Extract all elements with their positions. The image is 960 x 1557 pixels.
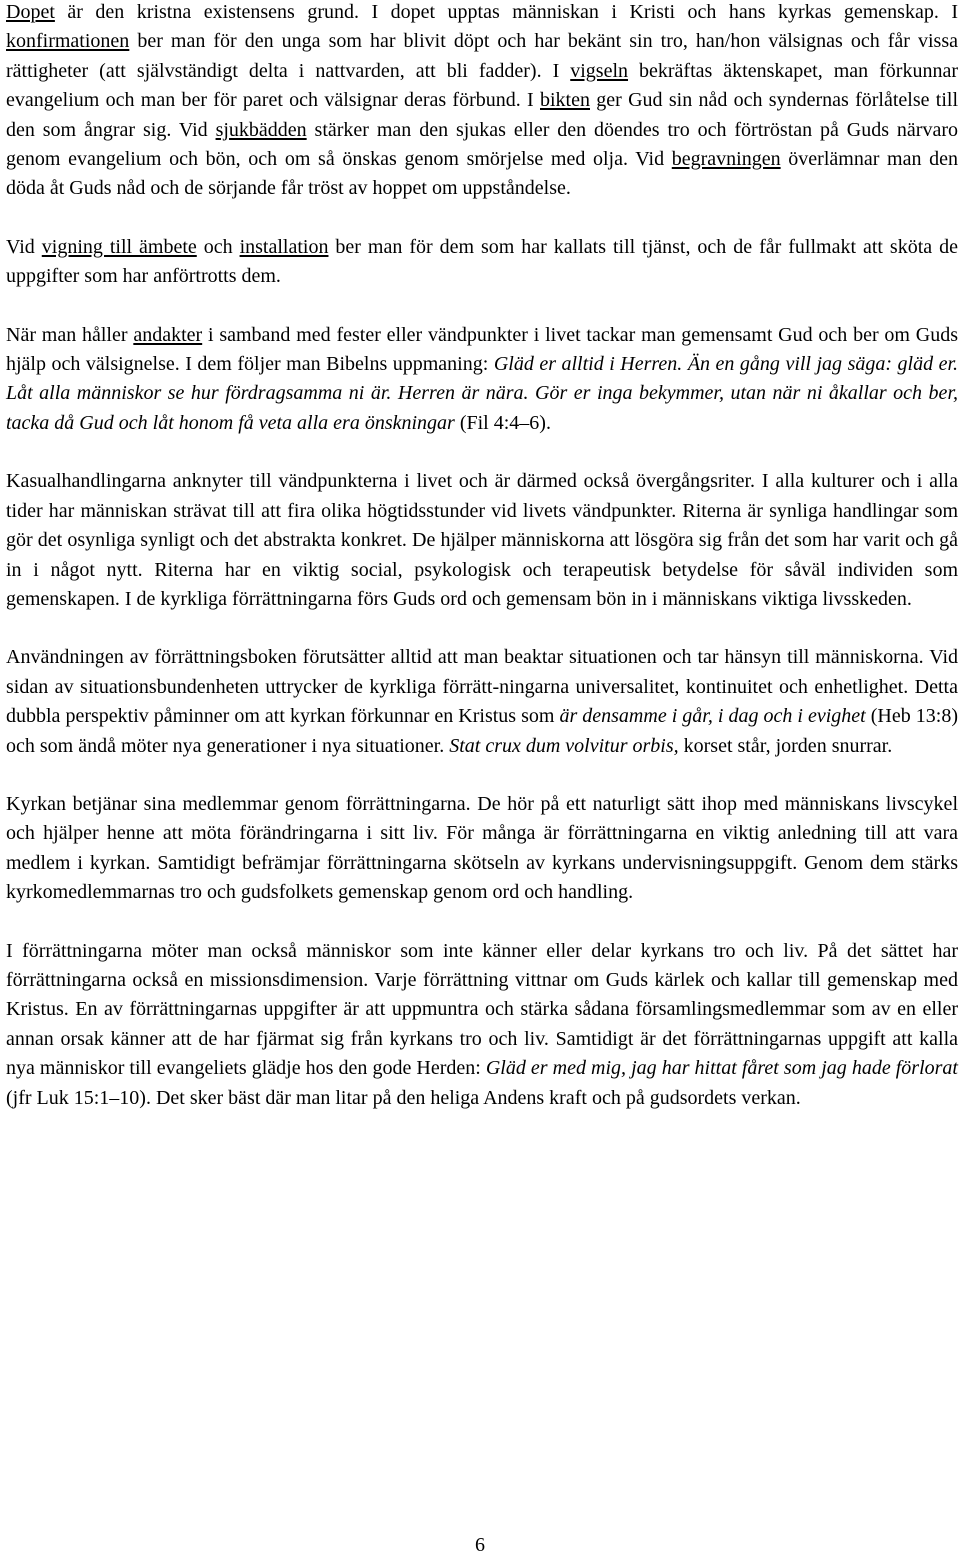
text-run: Kasualhandlingarna anknyter till vändpunkterna i livet och är därmed också övergångsriter. I alla kulturer och i alla tider har människan strävat till att fira olika högtidsstunder vid livets vändpunkter. Riterna är synliga handlingar som gör det osynliga synligt och det abstrakta konkret. De hjälper människorna att lösgöra sig från det som har varit och gå in i något nytt. Riterna har en viktig social, psykologisk och terapeutisk betydelse för såväl individen som gemenskapen. I de kyrkliga förrättningarna förs Guds ord och gemensam bön in i människans viktiga livsskeden. [6,470,958,610]
text-run: (Fil 4:4–6). [454,411,551,434]
italic-quote: Gör er inga bekymmer, utan när ni åkallar och ber, tacka då Gud och låt honom få veta alla era önskningar [6,382,959,434]
text-run: Kyrkan betjänar sina medlemmar genom förrättningarna. De hör på ett naturligt sätt ihop med människans livscykel och hjälper henne att möta förändringarna i sitt liv. För många är förrättningarna en viktig anledning till att vara medlem i kyrkan. Samtidigt befrämjar förrättningarna skötseln av kyrkans undervisningsuppgift. Genom dem stärks kyrkomedlemmarnas tro och gudsfolkets gemenskap genom ord och handling. [6,792,958,904]
paragraph-missionsdimension [6,937,958,1113]
text-run: ber man för dem som har kallats till tjänst, och de får fullmakt att sköta de uppgifter som har anförtrotts dem. [6,235,958,288]
paragraph-gap [6,761,958,790]
underlined-term: begravningen [671,148,781,171]
underlined-term: Dopet [6,1,55,23]
text-run: är den kristna existensens grund. I dopet upptas människan i Kristi och hans kyrkas gemenskap. I [54,1,958,23]
text-run: och [196,235,240,258]
page-number: 6 [475,1534,485,1556]
italic-quote: Stat crux dum volvitur orbis, [449,734,679,757]
paragraph-gap [6,204,958,233]
text-run: överlämnar man den döda åt Guds nåd och de sörjande får tröst av hoppet om uppståndelse. [6,148,959,200]
italic-quote: Än en gång vill jag säga: gläd er. [687,353,959,376]
paragraph-gap [6,614,958,643]
text-run: Användningen av förrättningsboken förutsätter alltid att man beaktar situationen och tar hänsyn till människorna. Vid sidan av situationsbundenheten uttrycker de kyrkliga förrätt-ningarna universalitet, kontinuitet och enhetlighet. Detta dubbla perspektiv påminner om att kyrkan förkunnar en Kristus som [6,646,958,728]
text-run: Vid [6,235,42,258]
underlined-term: konfirmationen [6,30,130,53]
paragraph-kasualhandlingar [6,0,958,204]
paragraph-andakter [6,321,958,439]
paragraph-gap [6,908,958,937]
underlined-term: installation [239,235,329,258]
text-run: I förrättningarna möter man också människor som inte känner eller delar kyrkans tro och liv. På det sättet har förrättningarna också en missionsdimension. Varje förrättning vittnar om Guds kärlek och kallar till gemenskap med Kristus. En av förrättningarnas uppgifter är att uppmuntra och stärka sådana församlingsmedlemmar som av en eller annan orsak känner att de har fjärmat sig från kyrkans tro och liv. Samtidigt är det förrättningarnas uppgift att kalla nya människor till evangeliets glädje hos den gode Herden: [6,939,958,1080]
text-run: ber man för den unga som har blivit döpt och har bekänt sin tro, han/hon välsignas och får vissa rättigheter (att självständigt delta i nattvarden, att bli fadder). I [6,30,958,82]
italic-quote: Herren är nära. [397,382,529,405]
italic-quote: Gläd er alltid i Herren. [493,353,683,376]
paragraph-medlemmar [6,790,958,908]
text-run: När man håller [6,323,134,346]
text-run: ger Gud sin nåd och syndernas förlåtelse till den som ångrar sig. Vid [6,89,959,141]
text-run: (Heb 13:8) och som ändå möter nya generationer i nya situationer. [6,705,958,757]
document-body [6,0,958,1113]
underlined-term: vigseln [570,59,629,82]
underlined-term: sjukbädden [215,118,307,141]
paragraph-gap [6,438,958,467]
paragraph-forrattningsboken [6,643,958,761]
paragraph-overgangsriter [6,467,958,614]
text-run: i samband med fester eller vändpunkter i livet tackar man gemensamt Gud och ber om Guds hjälp och välsignelse. I dem följer man Bibelns uppmaning: [6,323,958,376]
underlined-term: bikten [540,89,590,112]
underlined-term: vigning till ämbete [41,235,197,258]
text-run: stärker man den sjukas eller den döendes tro och förtröstan på Guds närvaro genom evangelium och bön, och om så önskas genom smörjelse med olja. Vid [6,118,958,171]
italic-quote: Låt alla människor se hur fördragsamma ni är. [6,382,392,405]
text-run: bekräftas äktenskapet, man förkunnar evangelium och man ber för paret och välsignar deras förbund. I [6,59,958,112]
italic-quote: är densamme i går, i dag och i evighet [559,705,866,728]
paragraph-vigning [6,233,958,292]
paragraph-gap [6,292,958,321]
underlined-term: andakter [133,323,203,346]
text-run: korset står, jorden snurrar. [678,734,893,757]
text-run: (jfr Luk 15:1–10). Det sker bäst där man litar på den heliga Andens kraft och på gudsordets verkan. [6,1086,801,1109]
italic-quote: Gläd er med mig, jag har hittat fåret som jag hade förlorat [485,1057,958,1080]
